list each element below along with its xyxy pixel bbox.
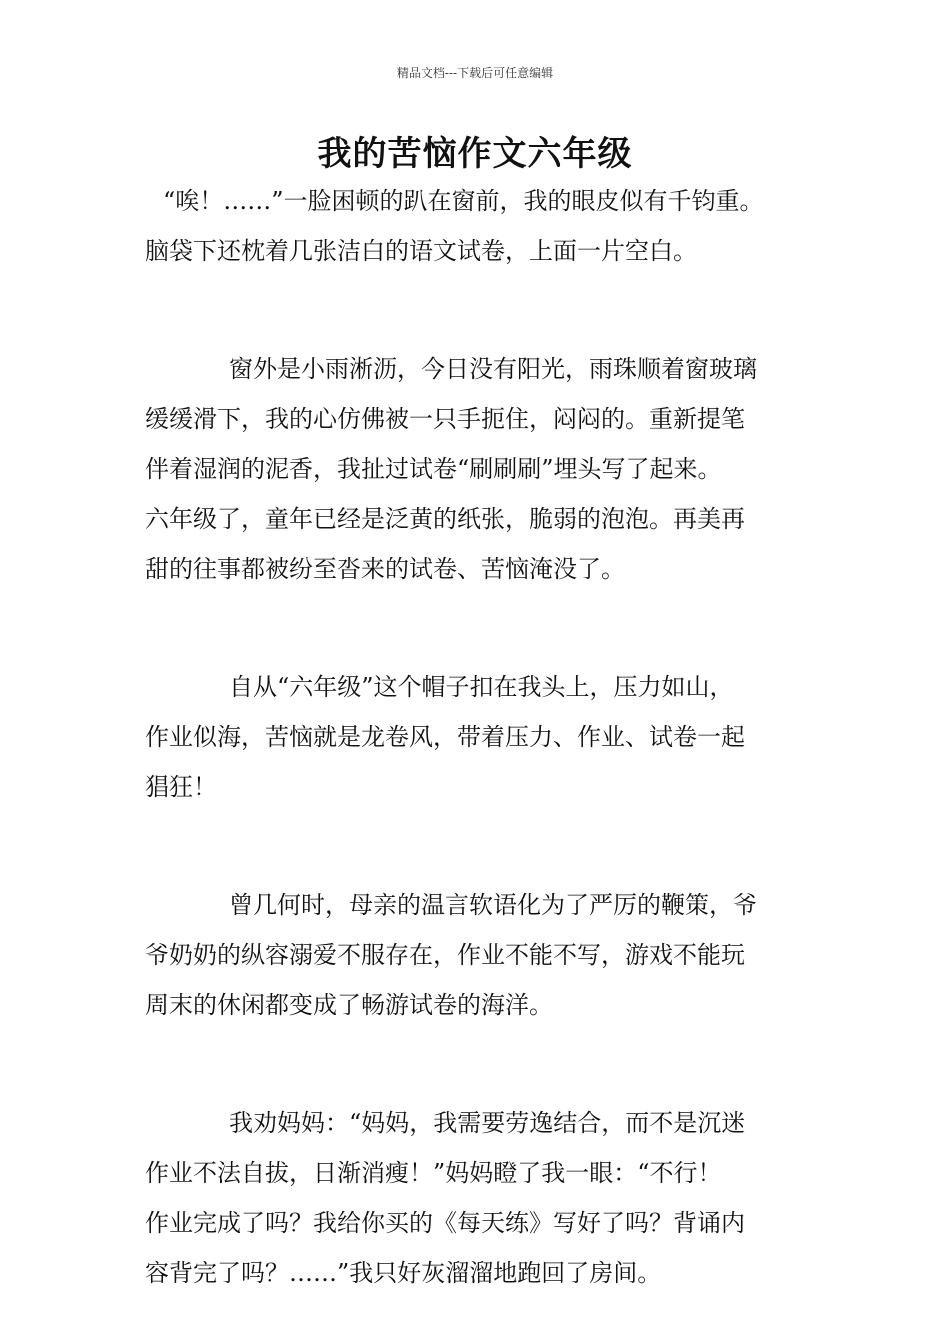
text-line: 窗外是小雨淅沥，今日没有阳光，雨珠顺着窗玻璃: [229, 355, 757, 383]
text-line: 伴着湿润的泥香，我扯过试卷“刷刷刷”埋头写了起来。: [145, 455, 722, 483]
text-line: 爷奶奶的纵容溺爱不服存在，作业不能不写，游戏不能玩: [145, 941, 745, 969]
text-line: 周末的休闲都变成了畅游试卷的海洋。: [145, 991, 553, 1019]
essay-body: [145, 176, 835, 1298]
text-line: 六年级了，童年已经是泛黄的纸张，脆弱的泡泡。再美再: [145, 505, 745, 533]
paragraph: [145, 344, 835, 594]
text-line: 曾几何时，母亲的温言软语化为了严厉的鞭策，爷: [229, 891, 757, 919]
text-line: 自从“六年级”这个帽子扣在我头上，压力如山，: [229, 673, 734, 701]
text-line: 脑袋下还枕着几张洁白的语文试卷，上面一片空白。: [145, 237, 697, 265]
text-line: 缓缓滑下，我的心仿佛被一只手扼住，闷闷的。重新提笔: [145, 405, 745, 433]
document-title: 我的苦恼作文六年级: [317, 134, 633, 174]
paragraph: [145, 1098, 835, 1298]
text-line: 作业似海，苦恼就是龙卷风，带着压力、作业、试卷一起: [145, 723, 745, 751]
page-header: 精品文档---下载后可任意编辑: [396, 66, 554, 80]
text-line: 猖狂！: [145, 773, 217, 801]
text-line: 作业完成了吗？我给你买的《每天练》写好了吗？背诵内: [145, 1209, 745, 1237]
paragraph: [145, 662, 835, 812]
paragraph: [145, 880, 835, 1030]
paragraph: [145, 176, 835, 276]
text-line: “唉！……”一脸困顿的趴在窗前，我的眼皮似有千钧重。: [163, 187, 764, 215]
text-line: 作业不法自拔，日渐消瘦！”妈妈瞪了我一眼：“不行！: [145, 1159, 722, 1187]
text-line: 甜的往事都被纷至沓来的试卷、苦恼淹没了。: [145, 555, 625, 583]
text-line: 容背完了吗？……”我只好灰溜溜地跑回了房间。: [145, 1259, 662, 1287]
text-line: 我劝妈妈：“妈妈，我需要劳逸结合，而不是沉迷: [229, 1109, 746, 1137]
